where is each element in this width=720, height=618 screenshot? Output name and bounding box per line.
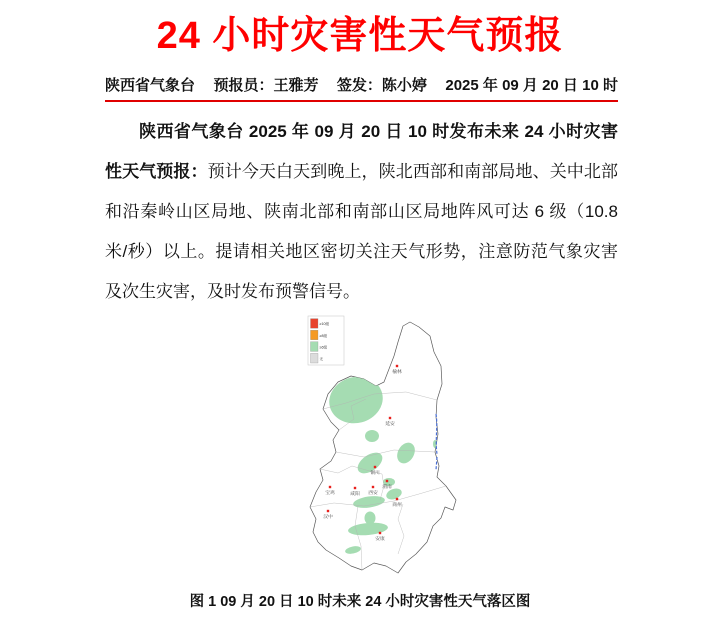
city-marker bbox=[329, 486, 331, 488]
city-marker bbox=[354, 487, 356, 489]
legend-label: 无 bbox=[319, 357, 324, 361]
page-title: 24 小时灾害性天气预报 bbox=[156, 15, 564, 57]
issuer-name: 签发：陈小婷 bbox=[336, 77, 427, 94]
shaanxi-map bbox=[306, 314, 462, 580]
map-legend bbox=[308, 316, 344, 365]
legend-swatch bbox=[311, 353, 319, 363]
city-marker bbox=[396, 365, 398, 367]
legend-label: ≥8级 bbox=[319, 333, 328, 338]
city-marker bbox=[396, 498, 398, 500]
city-marker bbox=[386, 480, 388, 482]
city-label: 安康 bbox=[375, 536, 385, 542]
city-marker bbox=[374, 466, 376, 468]
city-label: 西安 bbox=[368, 490, 378, 496]
agency-name: 陕西省气象台 bbox=[105, 77, 196, 94]
city-marker bbox=[389, 417, 391, 419]
legend-label: ≥6级 bbox=[319, 345, 328, 350]
legend-swatch bbox=[311, 342, 319, 352]
figure-caption: 图 1 09 月 20 日 10 时未来 24 小时灾害性天气落区图 bbox=[189, 594, 531, 610]
city-label: 榆林 bbox=[392, 369, 402, 375]
city-label: 宝鸡 bbox=[325, 490, 335, 496]
forecast-body bbox=[105, 112, 618, 312]
city-label: 延安 bbox=[385, 421, 395, 427]
city-label: 汉中 bbox=[323, 514, 333, 520]
legend-swatch bbox=[311, 319, 319, 329]
document-meta bbox=[105, 74, 618, 95]
legend-label: ≥10级 bbox=[319, 322, 330, 327]
forecast-lead: 陕西省气象台 2025 年 09 月 20 日 10 时发布未来 24 小时灾害性天气预报： bbox=[105, 122, 618, 181]
city-marker bbox=[327, 510, 329, 512]
city-label: 渭南 bbox=[382, 484, 392, 490]
city-label: 铜川 bbox=[370, 470, 380, 476]
wind-area-blob bbox=[365, 430, 379, 442]
legend-swatch bbox=[311, 330, 319, 340]
issue-datetime: 2025 年 09 月 20 日 10 时 bbox=[445, 77, 618, 94]
wind-area-blob bbox=[365, 512, 376, 525]
weather-map-figure bbox=[306, 314, 462, 580]
red-divider-line bbox=[105, 100, 618, 102]
city-marker bbox=[379, 532, 381, 534]
forecast-text: 预计今天白天到晚上，陕北西部和南部局地、关中北部和沿秦岭山区局地、陕南北部和南部山区局地阵风可达 6 级（10.8 米/秒）以上。提请相关地区密切关注天气形势，注意防范气象灾害及次生灾害，及时发布预警信号。 bbox=[105, 162, 619, 301]
forecaster-name: 预报员：王雅芳 bbox=[213, 77, 319, 94]
city-label: 商州 bbox=[392, 502, 402, 508]
city-label: 咸阳 bbox=[350, 491, 360, 497]
city-marker bbox=[372, 486, 374, 488]
